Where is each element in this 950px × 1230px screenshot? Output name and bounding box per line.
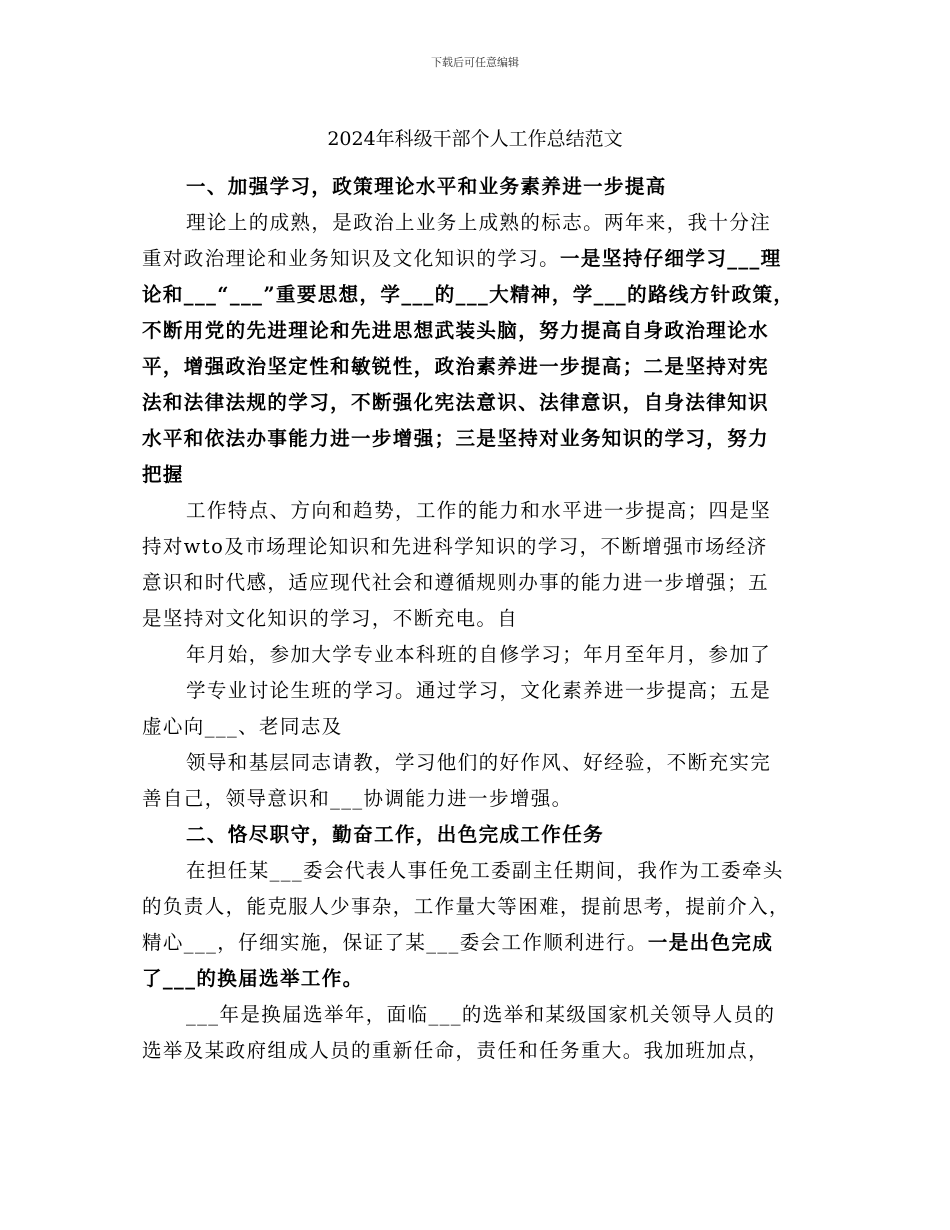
section-heading-2: 二、恪尽职守，勤奋工作，出色完成工作任务: [186, 823, 605, 846]
paragraph-line: 是坚持对文化知识的学习，不断充电。自: [142, 607, 519, 630]
paragraph-line: [142, 241, 812, 277]
section-heading-1: 一、加强学习，政策理论水平和业务素养进一步提高: [186, 175, 667, 198]
paragraph-line: 年月始，参加大学专业本科班的自修学习；年月至年月，参加了: [186, 643, 772, 666]
paragraph-line: 虚心向___、老同志及: [142, 715, 343, 738]
paragraph-line: [142, 925, 812, 961]
paragraph-line: 法和法律法规的学习，不断强化宪法意识、法律意识，自身法律知识: [142, 391, 770, 414]
header-note: 下载后可任意编辑: [431, 56, 519, 69]
paragraph-line: 学专业讨论生班的学习。通过学习，文化素养进一步提高；五是: [186, 679, 772, 702]
page-title: 2024年科级干部个人工作总结范文: [327, 128, 623, 150]
paragraph-line: 了___的换届选举工作。: [142, 967, 364, 990]
bold-text-run: 一是坚持仔细学习___理: [560, 247, 782, 270]
text-run: 精心___，仔细实施，保证了某___委会工作顺利进行。: [142, 931, 648, 954]
paragraph-line: 不断用党的先进理论和先进思想武装头脑，努力提高自身政治理论水: [142, 319, 770, 342]
bold-text-run: 一是出色完成: [647, 931, 774, 954]
paragraph-line: 善自己，领导意识和___协调能力进一步增强。: [142, 787, 573, 810]
paragraph-line: ___年是换届选举年，面临___的选举和某级国家机关领导人员的: [186, 1003, 776, 1026]
paragraph-line: 水平和依法办事能力进一步增强；三是坚持对业务知识的学习，努力: [142, 427, 770, 450]
paragraph-line: 论和___“___”重要思想，学___的___大精神，学___的路线方针政策，: [142, 283, 795, 306]
paragraph-line: 意识和时代感，适应现代社会和遵循规则办事的能力进一步增强；五: [142, 571, 770, 594]
paragraph-line: 的负责人，能克服人少事杂，工作量大等困难，提前思考，提前介入，: [142, 895, 790, 918]
paragraph-line: 持对wto及市场理论知识和先进科学知识的学习，不断增强市场经济: [142, 535, 768, 558]
text-run: 重对政治理论和业务知识及文化知识的学习。: [142, 247, 561, 270]
paragraph-line: 理论上的成熟，是政治上业务上成熟的标志。两年来，我十分注: [186, 211, 772, 234]
paragraph-line: 工作特点、方向和趋势，工作的能力和水平进一步提高；四是坚: [186, 499, 772, 522]
paragraph-line: 把握: [142, 463, 184, 486]
paragraph-line: 领导和基层同志请教，学习他们的好作风、好经验，不断充实完: [186, 751, 772, 774]
body-text: [142, 169, 812, 1069]
paragraph-line: 平，增强政治坚定性和敏锐性，政治素养进一步提高；二是坚持对宪: [142, 355, 770, 378]
paragraph-line: 选举及某政府组成人员的重新任命，责任和任务重大。我加班加点，: [142, 1039, 770, 1062]
paragraph-line: 在担任某___委会代表人事任免工委副主任期间，我作为工委牵头: [186, 859, 784, 882]
